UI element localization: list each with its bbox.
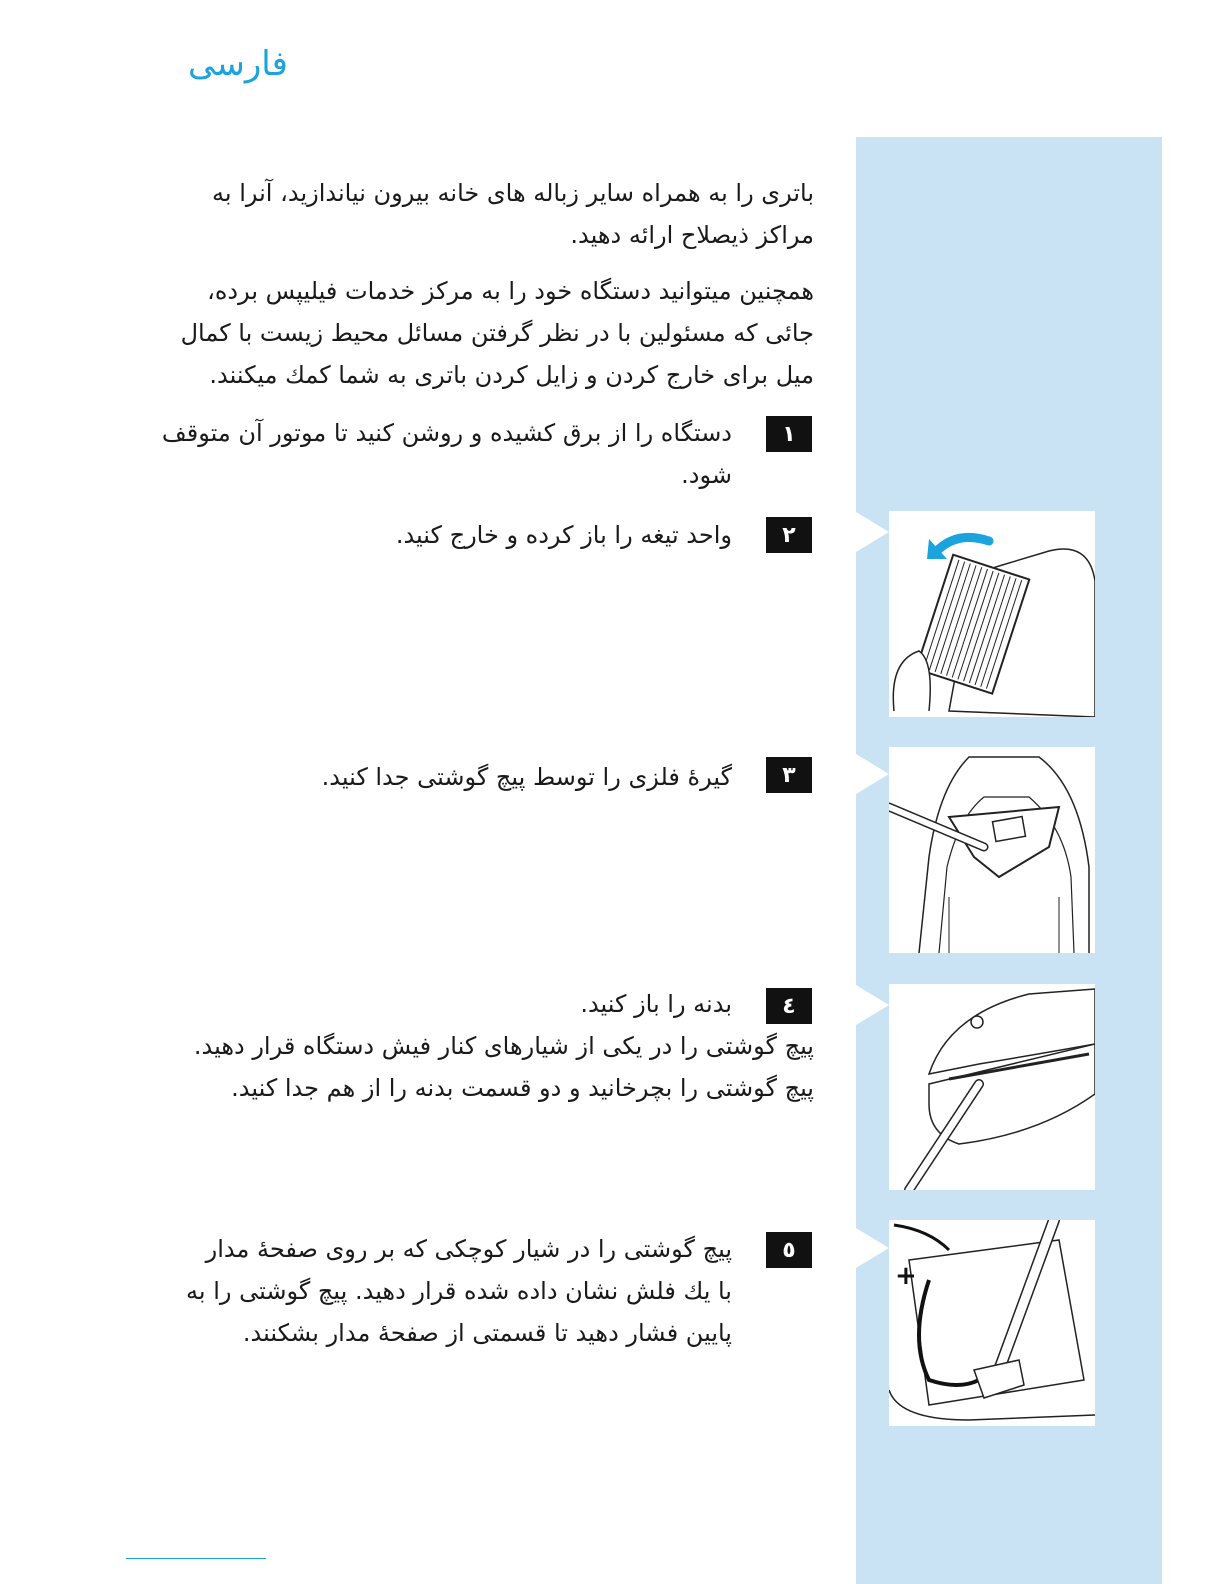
illustration-remove-clip	[889, 747, 1095, 953]
page-title: فارسی	[188, 44, 288, 84]
blade-removal-drawing	[889, 511, 1095, 717]
intro-paragraph-1	[212, 172, 814, 256]
text-line: شود.	[681, 461, 732, 489]
circuit-board-drawing	[889, 1220, 1095, 1426]
clip-removal-drawing	[889, 747, 1095, 953]
text-line: پیچ گوشتی را در شیار کوچکی که بر روی صفحهٔ مدار	[205, 1235, 732, 1263]
text-line: باتری را به همراه سایر زباله های خانه بیرون نیاندازید، آنرا به	[212, 179, 814, 207]
pointer-arrow-icon	[856, 1228, 889, 1268]
text-line: همچنین میتوانید دستگاه خود را به مرکز خدمات فیلیپس برده،	[207, 277, 814, 305]
step-5-text	[186, 1228, 732, 1354]
step-1-text	[162, 412, 732, 496]
pointer-arrow-icon	[856, 754, 889, 794]
step-4-details	[194, 1025, 814, 1109]
housing-opening-drawing	[889, 984, 1095, 1190]
step-3-text	[322, 756, 732, 798]
footnote-separator	[126, 1558, 266, 1559]
text-line: با یك فلش نشان داده شده قرار دهید. پیچ گوشتی را به	[186, 1277, 732, 1305]
text-line: مراکز ذیصلاح ارائه دهید.	[570, 221, 814, 249]
text-line: واحد تیغه را باز کرده و خارج کنید.	[395, 521, 732, 549]
text-line: دستگاه را از برق کشیده و روشن کنید تا موتور آن متوقف	[161, 419, 732, 447]
step-number-4: ٤	[766, 988, 812, 1024]
text-line: گیرهٔ فلزی را توسط پیچ گوشتی جدا کنید.	[321, 763, 732, 791]
illustration-open-housing	[889, 984, 1095, 1190]
intro-paragraph-2	[181, 270, 814, 396]
step-4-title	[580, 983, 732, 1025]
text-line: پیچ گوشتی را در یکی از شیارهای کنار فیش دستگاه قرار دهید.	[193, 1032, 814, 1060]
text-line: میل برای خارج کردن و زایل کردن باتری به شما کمك میکنند.	[209, 361, 814, 389]
step-number-3: ٣	[766, 757, 812, 793]
step-number-1: ١	[766, 416, 812, 452]
step-2-text	[396, 514, 732, 556]
text-line: جائی که مسئولین با در نظر گرفتن مسائل محیط زیست با کمال	[180, 319, 814, 347]
plus-label: +	[895, 1261, 917, 1291]
step-number-5: ٥	[766, 1232, 812, 1268]
text-line: پیچ گوشتی را بچرخانید و دو قسمت بدنه را از هم جدا کنید.	[231, 1074, 814, 1102]
pointer-arrow-icon	[856, 985, 889, 1025]
step-number-2: ٢	[766, 517, 812, 553]
illustration-remove-blade	[889, 511, 1095, 717]
illustration-break-circuit-board	[889, 1220, 1095, 1426]
text-line: بدنه را باز کنید.	[580, 990, 732, 1018]
text-line: پایین فشار دهید تا قسمتی از صفحهٔ مدار بشکنند.	[242, 1319, 732, 1347]
pointer-arrow-icon	[856, 512, 889, 552]
